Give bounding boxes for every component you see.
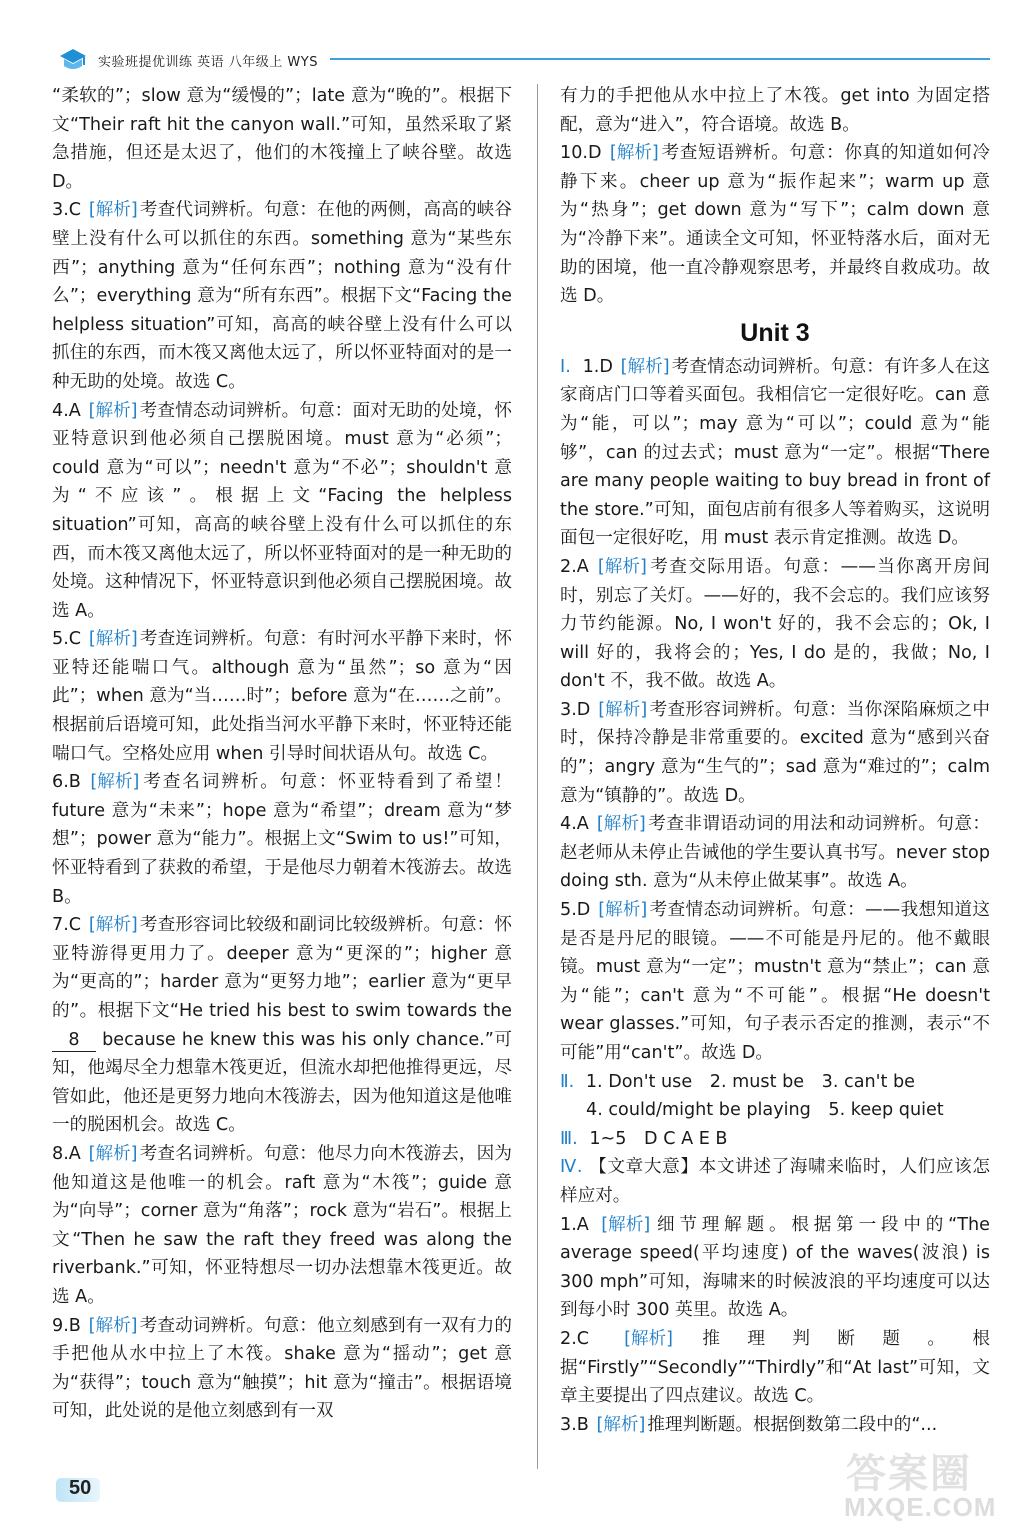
section-numeral: Ⅳ. (560, 1157, 583, 1178)
analysis-tag: [ 解析 ] (619, 357, 672, 377)
page-number: 50 (69, 1477, 92, 1499)
answer-text: 考查名词辨析。句意：他尽力向木筏游去，因为他知道这是他唯一的机会。raft 意为“木筏”；guide 意为“向导”；corner 意为“角落”；rock 意为“岩石”。根据上文“Then he saw the raft they freed was along the riverbank.”可知，怀亚特想尽一切办法想靠木筏更近。故选 A。 (52, 1143, 513, 1307)
answer-item-3 (52, 196, 512, 396)
answer-number: 10.D (560, 143, 602, 164)
answer-number: 9.B (52, 1315, 81, 1336)
answer-text: 推理判断题。根据“Firstly”“Secondly”“Thirdly”和“At last”可知，文章主要提出了四点建议。故选 C。 (560, 1328, 990, 1407)
section-1-item-3 (560, 696, 990, 810)
section-4-intro (560, 1153, 990, 1210)
answer-number: 5.D (560, 900, 591, 921)
analysis-tag: [ 解析 ] (87, 1144, 140, 1164)
left-column (52, 82, 512, 1426)
header-rule (330, 58, 990, 60)
section-numeral: Ⅰ. (560, 356, 571, 377)
column-divider (537, 84, 538, 1469)
answer-text: 考查交际用语。句意：——当你离开房间时，别忘了关灯。——好的，我不会忘的。我们应该努力节约能源。No, I won't 好的，我不会忘的；Ok, I will 好的，我将会的；Yes, I do 是的，我做；No, I don't 不，我不做。故选 A。 (560, 556, 990, 692)
watermark-url: MXQE.COM (844, 1492, 997, 1522)
right-column (560, 82, 990, 1439)
analysis-tag: [ 解析 ] (87, 915, 140, 935)
analysis-tag: [ 解析 ] (596, 700, 649, 720)
analysis-tag: [ 解析 ] (594, 1415, 647, 1435)
section-numeral: Ⅱ. (560, 1071, 575, 1092)
blank-number: 8 (52, 1029, 96, 1052)
answer-text: 考查代词辨析。句意：在他的两侧，高高的峡谷壁上没有什么可以抓住的东西。something 意为“某些东西”；anything 意为“任何东西”；nothing 意为“没有什么”；everything 意为“所有东西”。根据下文“Facing the helpless situation”可知，高高的峡谷壁上没有什么可以抓住的东西，而木筏又离他太远了，所以怀亚特面对的是一种无助的处境。故选 C。 (52, 200, 512, 392)
section-3-line (560, 1125, 990, 1154)
answer-number: 3.B (560, 1414, 589, 1435)
answer-number: 4.A (52, 400, 81, 421)
analysis-tag: [ 解析 ] (87, 629, 140, 649)
answer-text: 考查情态动词辨析。句意：面对无助的处境，怀亚特意识到他必须自己摆脱困境。must 意为“必须”；could 意为“可以”；needn't 意为“不必”；shouldn't 意为“不应该”。根据上文“Facing the helpless situation”可知，高高的峡谷壁上没有什么可以抓住的东西，而木筏又离他太远了，所以怀亚特面对的是一种无助的处境。这种情况下，怀亚特意识到他必须自己摆脱困境。故选 A。 (52, 400, 513, 621)
answer-item-8 (52, 1140, 512, 1312)
answer-item-7 (52, 911, 512, 1140)
book-logo-icon (58, 46, 88, 72)
answer-text: 1. Don't use 2. must be 3. can't be (585, 1071, 915, 1092)
answer-text: 1~5 D C A E B (589, 1128, 728, 1149)
answer-item-4 (52, 397, 512, 626)
answer-text: 考查动词辨析。句意：他立刻感到有一双有力的手把他从水中拉上了木筏。shake 意为“摇动”；get 意为“获得”；touch 意为“触摸”；hit 意为“撞击”。根据语境可知，此处说的是他立刻感到有一双 (52, 1315, 512, 1422)
answer-number: 1.D (582, 356, 613, 377)
section-1-item-2 (560, 553, 990, 696)
answer-item-10 (560, 139, 990, 311)
answer-number: 8.A (52, 1143, 81, 1164)
unit-heading: Unit 3 (740, 318, 810, 347)
section-4-item-1 (560, 1211, 990, 1325)
answer-text: 推理判断题。根据倒数第二段中的“... (647, 1414, 938, 1435)
section-1-item-4 (560, 810, 990, 896)
analysis-tag: [ 解析 ] (596, 900, 649, 920)
answer-number: 7.C (52, 915, 82, 936)
answer-text: 考查形容词比较级和副词比较级辨析。句意：怀亚特游得更用力了。deeper 意为“更深的”；higher 意为“更高的”；harder 意为“更努力地”；earlier 意为“更早的”。根据下文“He tried his best to swim towards the (52, 915, 512, 1021)
analysis-tag: [ 解析 ] (596, 557, 649, 577)
answer-text: 4. could/might be playing 5. keep quiet (586, 1100, 944, 1121)
analysis-tag: [ 解析 ] (622, 1329, 675, 1349)
answer-text: 考查短语辨析。句意：你真的知道如何冷静下来。cheer up 意为“振作起来”；warm up 意为“热身”；get down 意为“写下”；calm down 意为“冷静下来”。通读全文可知，怀亚特落水后，面对无助的困境，他一直冷静观察思考，并最终自救成功。故选 D。 (560, 143, 990, 307)
section-1-item-5 (560, 896, 990, 1068)
answer-text: 考查名词辨析。句意：怀亚特看到了希望！future 意为“未来”；hope 意为“希望”；dream 意为“梦想”；power 意为“能力”。根据上文“Swim to us!”可知，怀亚特看到了获救的希望，于是他尽力朝着木筏游去。故选 B。 (52, 772, 512, 907)
analysis-tag: [ 解析 ] (595, 814, 648, 834)
analysis-tag: [ 解析 ] (87, 401, 140, 421)
answer-text-continued: because he knew this was his only chance.”可知，他竭尽全力想靠木筏更近，但流水却把他推得更远，尽管如此，他还是更努力地向木筏游去，因为他知道这是他唯一的脱困机会。故选 C。 (52, 1029, 512, 1136)
analysis-tag: [ 解析 ] (87, 200, 140, 220)
section-2-line-1 (560, 1068, 990, 1097)
book-title: 实验班提优训练 英语 八年级上 WYS (98, 55, 318, 70)
answer-item-5 (52, 625, 512, 768)
answer-number: 3.D (560, 699, 591, 720)
answer-number: 2.A (560, 556, 589, 577)
answer-text: 考查非谓语动词的用法和动词辨析。句意：赵老师从未停止告诫他的学生要认真书写。never stop doing sth. 意为“从未停止做某事”。故选 A。 (560, 814, 990, 892)
continued-answer-text: “柔软的”；slow 意为“缓慢的”；late 意为“晚的”。根据下文“Their raft hit the canyon wall.”可知，虽然采取了紧急措施，但还是太迟了，他们的木筏撞上了峡谷壁。故选 D。 (52, 86, 512, 192)
answer-text: 考查情态动词辨析。句意：——我想知道这是否是丹尼的眼镜。——不可能是丹尼的。他不戴眼镜。must 意为“一定”；mustn't 意为“禁止”；can 意为“能”；can't 意为“不可能”。根据“He doesn't wear glasses.”可知，句子表示否定的推测，表示“不可能”用“can't”。故选 D。 (560, 900, 990, 1063)
analysis-tag: [ 解析 ] (87, 1316, 140, 1336)
section-2-line-2 (560, 1096, 990, 1125)
section-4-item-3 (560, 1411, 990, 1440)
answer-text: 考查情态动词辨析。句意：有许多人在这家商店门口等着买面包。我相信它一定很好吃。can 意为“能，可以”；may 意为“可以”；could 意为“能够”，can 的过去式；must 意为“一定”。根据“There are many people waiting to buy bread in front of the store.”可知，面包店前有很多人等着购买，这说明面包一定很好吃，用 must 表示肯定推测。故选 D。 (560, 356, 991, 549)
answer-text: 细节理解题。根据第一段中的“The average speed(平均速度) of the waves(波浪) is 300 mph”可知，海啸来的时候波浪的平均速度可以达到每小时 300 英里。故选 A。 (560, 1214, 991, 1321)
passage-summary: 【文章大意】本文讲述了海啸来临时，人们应该怎样应对。 (560, 1157, 990, 1206)
page-header (0, 0, 1025, 80)
section-1-item-1 (560, 353, 990, 553)
page-number-badge (56, 1474, 110, 1504)
answer-number: 6.B (52, 772, 81, 793)
answer-number: 5.C (52, 629, 82, 650)
watermark-logo (840, 1440, 1010, 1530)
analysis-tag: [ 解析 ] (88, 772, 141, 792)
answer-number: 1.A (560, 1214, 589, 1235)
answer-text: 考查形容词辨析。句意：当你深陷麻烦之中时，保持冷静是非常重要的。excited 意为“感到兴奋的”；angry 意为“生气的”；sad 意为“难过的”；calm 意为“镇静的”。故选 D。 (560, 699, 990, 806)
answer-number: 2.C (560, 1328, 590, 1349)
answer-number: 4.A (560, 814, 589, 835)
answer-item-6 (52, 768, 512, 911)
analysis-tag: [ 解析 ] (608, 143, 661, 163)
watermark-text: 答案圈 (846, 1451, 972, 1497)
continued-answer-text: 有力的手把他从水中拉上了木筏。get into 为固定搭配，意为“进入”，符合语境。故选 B。 (560, 86, 990, 135)
section-numeral: Ⅲ. (560, 1128, 578, 1149)
analysis-tag: [ 解析 ] (599, 1215, 652, 1235)
answer-number: 3.C (52, 200, 82, 221)
answer-text: 考查连词辨析。句意：有时河水平静下来时，怀亚特还能喘口气。although 意为“虽然”；so 意为“因此”；when 意为“当……时”；before 意为“在……之前”。根据前后语境可知，此处指当河水平静下来时，怀亚特还能喘口气。空格处应用 when 引导时间状语从句。故选 C。 (52, 629, 512, 764)
section-4-item-2 (560, 1325, 990, 1411)
answer-item-9 (52, 1312, 512, 1426)
